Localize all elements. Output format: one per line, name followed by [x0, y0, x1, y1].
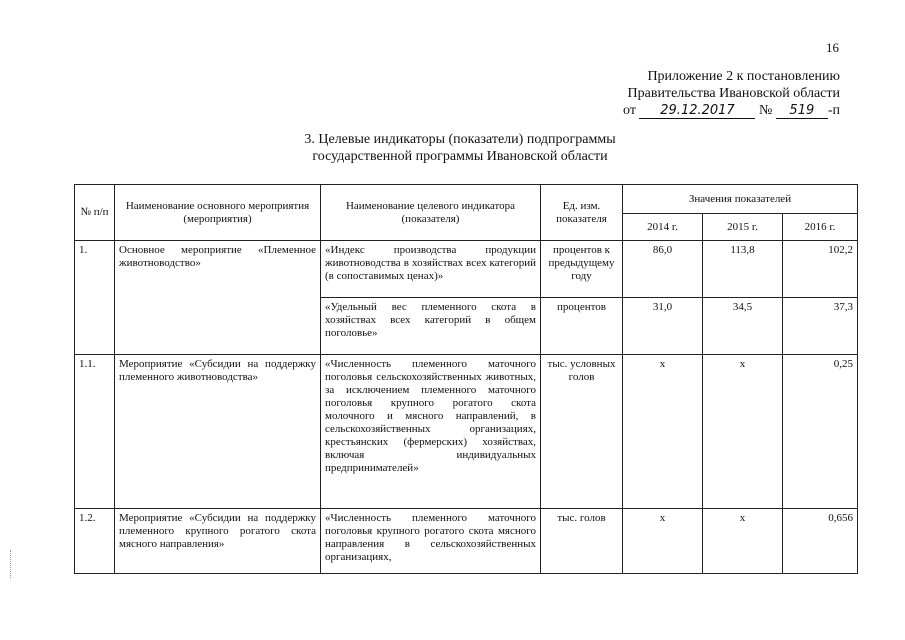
row-unit: процентов к предыдущему году [541, 241, 623, 298]
page-number: 16 [826, 40, 839, 55]
row-activity: Мероприятие «Субсидии на поддержку племенного животноводства» [115, 355, 321, 509]
header-year-2016: 2016 г. [783, 214, 858, 241]
table-header-row [75, 185, 858, 214]
scan-artifact [10, 550, 13, 578]
row-indicator: «Численность племенного маточного поголовья сельскохозяйственных животных, за исключением племенного маточного поголовья крупного рогатого скота молочного и мясного направлений, в сельскохозяйственных организациях, крестьянских (фермерских) хозяйствах, включая индивидуальных предпринимателей» [321, 355, 541, 509]
row-num: 1.1. [75, 355, 115, 509]
row-unit: тыс. условных голов [541, 355, 623, 509]
row-value-2016: 0,656 [783, 509, 858, 574]
table-row [75, 355, 858, 509]
handwritten-date: 29.12.2017 [639, 103, 755, 119]
indicators-table [74, 184, 858, 574]
row-value-2016: 37,3 [783, 298, 858, 355]
appendix-number-sign: № [758, 103, 773, 118]
row-value-2014: 31,0 [623, 298, 703, 355]
appendix-line-3 [560, 102, 840, 119]
header-values: Значения показателей [623, 185, 858, 214]
row-indicator: «Удельный вес племенного скота в хозяйствах всех категорий в общем поголовье» [321, 298, 541, 355]
row-indicator: «Численность племенного маточного поголовья крупного рогатого скота мясного направления в сельскохозяйственных организациях, [321, 509, 541, 574]
row-value-2015: 113,8 [703, 241, 783, 298]
row-num: 1. [75, 241, 115, 355]
appendix-ot-label: от [623, 103, 636, 118]
header-unit: Ед. изм. показателя [541, 185, 623, 241]
row-unit: тыс. голов [541, 509, 623, 574]
row-activity: Мероприятие «Субсидии на поддержку племенного крупного рогатого скота мясного направления» [115, 509, 321, 574]
row-value-2016: 0,25 [783, 355, 858, 509]
row-value-2014: х [623, 355, 703, 509]
appendix-line-1: Приложение 2 к постановлению [647, 69, 840, 84]
table-row [75, 509, 858, 574]
row-activity: Основное мероприятие «Племенное животноводство» [115, 241, 321, 355]
header-indicator: Наименование целевого индикатора (показателя) [321, 185, 541, 241]
row-unit: процентов [541, 298, 623, 355]
row-indicator: «Индекс производства продукции животноводства в хозяйствах всех категорий (в сопоставимых ценах)» [321, 241, 541, 298]
appendix-suffix: -п [827, 103, 840, 118]
row-value-2015: х [703, 355, 783, 509]
header-activity: Наименование основного мероприятия (мероприятия) [115, 185, 321, 241]
section-title-line-2: государственной программы Ивановской области [312, 149, 608, 164]
header-year-2015: 2015 г. [703, 214, 783, 241]
row-num: 1.2. [75, 509, 115, 574]
row-value-2015: 34,5 [703, 298, 783, 355]
header-year-2014: 2014 г. [623, 214, 703, 241]
row-value-2014: 86,0 [623, 241, 703, 298]
row-value-2016: 102,2 [783, 241, 858, 298]
appendix-line-2: Правительства Ивановской области [627, 86, 840, 101]
table-row [75, 241, 858, 298]
row-value-2015: х [703, 509, 783, 574]
handwritten-number: 519 [776, 103, 828, 119]
row-value-2014: х [623, 509, 703, 574]
header-num: № п/п [75, 185, 115, 241]
section-title-line-1: 3. Целевые индикаторы (показатели) подпрограммы [304, 132, 616, 147]
